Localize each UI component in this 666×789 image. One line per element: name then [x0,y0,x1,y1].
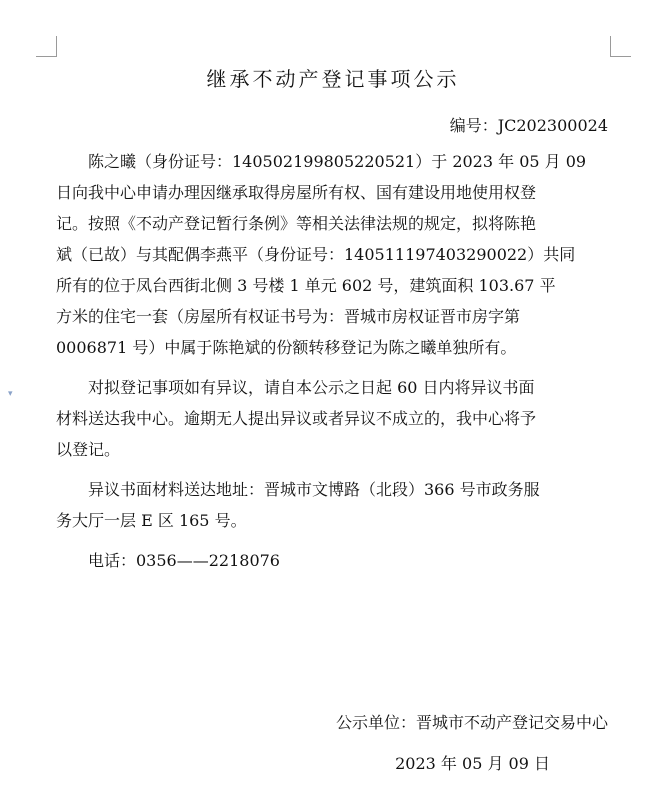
paragraph-applicant [56,146,612,363]
paragraph-line: 材料送达我中心。逾期无人提出异议或者异议不成立的，我中心将予 [56,409,537,428]
document-title: 继承不动产登记事项公示 [206,67,460,91]
paragraph-line: 斌（已故）与其配偶李燕平（身份证号：140511197403290022）共同 [56,245,576,264]
paragraph-objection [56,372,612,465]
signature-unit: 公示单位：晋城市不动产登记交易中心 [335,713,608,732]
paragraph-line: 务大厅一层 E 区 165 号。 [56,511,247,530]
signature-date: 2023 年 05 月 09 日 [395,754,550,773]
document-body [56,146,612,576]
page-corner-mark-top-left [36,36,57,57]
paragraph-line: 陈之曦（身份证号：140502199805220521）于 2023 年 05 月 09 [88,152,587,171]
page-corner-mark-top-right [610,36,631,57]
paragraph-line: 异议书面材料送达地址：晋城市文博路（北段）366 号市政务服 [88,480,540,499]
paragraph-line: 记。按照《不动产登记暂行条例》等相关法律法规的规定，拟将陈艳 [56,214,537,233]
paragraph-line: 以登记。 [56,440,121,459]
phone-number: 电话：0356——2218076 [88,551,280,570]
margin-marker-icon: ▾ [8,389,13,399]
paragraph-line: 方米的住宅一套（房屋所有权证书号为：晋城市房权证晋市房字第 [56,307,521,326]
paragraph-address [56,474,612,536]
document-number: 编号：JC202300024 [449,116,608,135]
paragraph-line: 所有的位于凤台西街北侧 3 号楼 1 单元 602 号，建筑面积 103.67 平 [56,276,556,295]
paragraph-line: 对拟登记事项如有异议，请自本公示之日起 60 日内将异议书面 [88,378,535,397]
paragraph-line: 0006871 号）中属于陈艳斌的份额转移登记为陈之曦单独所有。 [56,338,517,357]
paragraph-line: 日向我中心申请办理因继承取得房屋所有权、国有建设用地使用权登 [56,183,537,202]
